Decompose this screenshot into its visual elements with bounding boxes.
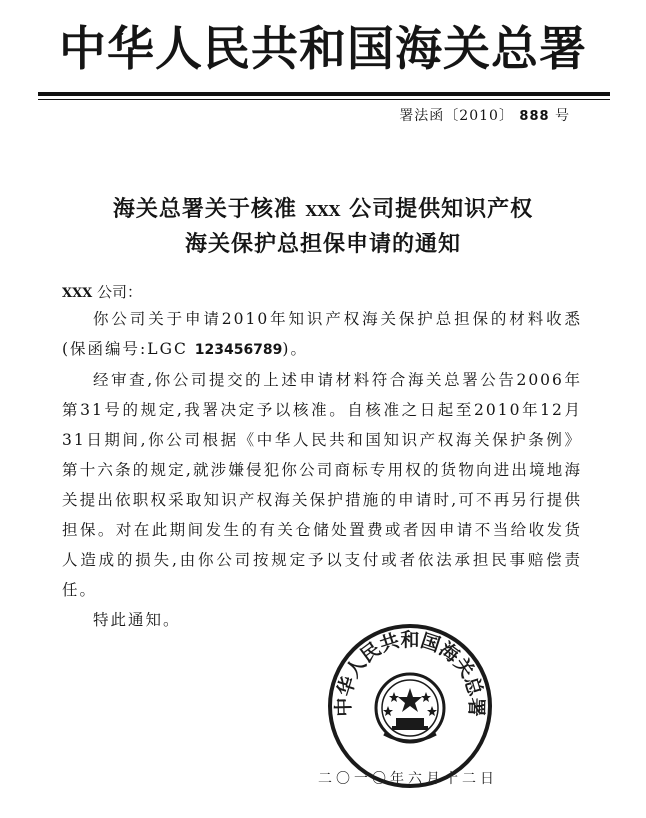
title-line-1-part-a: 海关总署关于核准 — [112, 196, 297, 222]
header-rule-thin — [38, 99, 610, 100]
seal-text: 中华人民共和国海关总署 — [332, 628, 488, 717]
issue-date: 二〇一〇年六月十二日 — [318, 771, 498, 787]
guarantee-code: 123456789 — [194, 342, 283, 358]
doc-number-value: 888 — [519, 109, 550, 124]
salutation — [62, 281, 142, 302]
body-paragraph-3: 特此通知。 — [93, 611, 181, 629]
agency-header: 中华人民共和国海关总署 — [59, 22, 587, 77]
salutation-suffix: 公司： — [97, 283, 143, 301]
doc-number-suffix: 号 — [555, 108, 570, 124]
title-line-1 — [0, 193, 646, 228]
national-emblem-icon — [376, 674, 444, 742]
header-rule-thick — [38, 92, 610, 96]
body-paragraph-2: 经审查,你公司提交的上述申请材料符合海关总署公告2006年第31号的规定,我署决定予以核准。自核准之日起至2010年12月31日期间,你公司根据《中华人民共和国知识产权海关保护条例》第十六条的规定,就涉嫌侵犯你公司商标专用权的货物向进出境地海关提出依职权采取知识产权海关保护措施的申请时,可不再另行提供担保。对在此期间发生的有关仓储处置费或者因申请不当给收发货人造成的损失,由你公司按规定予以支付或者依法承担民事赔偿责任。 — [62, 371, 582, 599]
official-seal — [326, 622, 494, 790]
document-title — [0, 193, 646, 261]
salutation-company: XXX — [62, 286, 93, 301]
document-number — [399, 105, 570, 125]
doc-number-prefix: 署法函〔2010〕 — [399, 108, 514, 124]
title-company-placeholder: XXX — [305, 202, 341, 220]
title-line-2: 海关保护总担保申请的通知 — [184, 231, 461, 257]
title-line-1-part-b: 公司提供知识产权 — [349, 196, 534, 222]
body-p1-tail: )。 — [282, 340, 308, 358]
document-body — [62, 304, 582, 635]
body-p1-text: 你公司关于申请2010年知识产权海关保护总担保的材料收悉(保函编号:LGC — [62, 310, 582, 358]
body-paragraph-1 — [62, 304, 582, 365]
